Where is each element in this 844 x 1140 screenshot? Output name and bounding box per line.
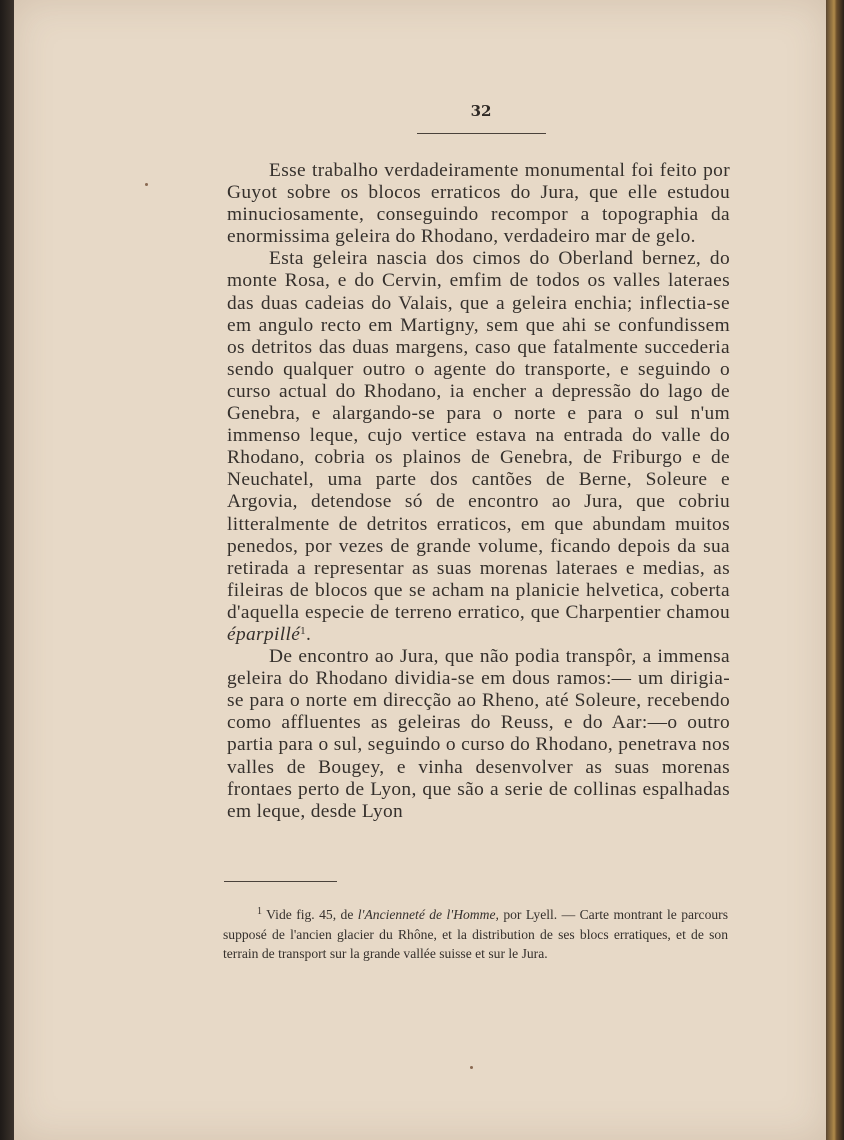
binding-edge-left xyxy=(0,0,14,1140)
paragraph-1-text: Esse trabalho verdadeiramente monumental foi feito por Guyot sobre os blocos erraticos do Jura, que elle estudou minuciosamente, conseguindo recompor a topographia da enormissima geleira do Rhodano, verdadeiro mar de gelo. xyxy=(227,160,730,248)
main-text xyxy=(227,160,730,823)
italic-term: éparpillé xyxy=(227,623,301,645)
paragraph-2-end: . xyxy=(306,623,312,645)
footnote-marker: 1 xyxy=(257,906,262,917)
footnote-book-title: l'Ancienneté de l'Homme, xyxy=(357,907,499,922)
paragraph-3-text: De encontro ao Jura, que não podia transpôr, a immensa geleira do Rhodano dividia-se em dous ramos:— um dirigia-se para o norte em direcção ao Rheno, até Soleure, recebendo como affluentes as geleiras do Reuss, e do Aar:—o outro partia para o sul, seguindo o curso do Rhodano, penetrava nos valles de Bougey, e vinha desenvolver as suas morenas frontaes perto de Lyon, que são a serie de collinas espalhadas em leque, desde Lyon xyxy=(227,646,730,822)
paragraph-1 xyxy=(227,160,730,248)
page-number: 32 xyxy=(470,102,492,120)
paragraph-2-text: Esta geleira nascia dos cimos do Oberland bernez, do monte Rosa, e do Cervin, emfim de todos os valles lateraes das duas cadeias do Valais, que a geleira enchia; inflectia-se em angulo recto em Martigny, sem que ahi se confundissem os detritos das duas margens, caso que fatalmente succederia sendo qualquer outro o agente do transporte, e seguindo o curso actual do Rhodano, ia encher a depressão do lago de Genebra, e alargando-se para o norte e para o sul n'um immenso leque, cujo vertice estava na entrada do valle do Rhodano, cobria os plainos de Genebra, de Friburgo e de Neuchatel, uma parte dos cantões de Berne, Soleure e Argovia, detendose só de encontro ao Jura, que cobriu litteralmente de detritos erraticos, em que abundam muitos penedos, por vezes de grande volume, ficando depois da sua retirada a representar as suas morenas lateraes e medias, as fileiras de blocos que se acham na planicie helvetica, coberta d'aquella especie de terreno erratico, que Charpentier chamou xyxy=(227,248,730,623)
book-spine-edge xyxy=(826,0,844,1140)
paragraph-2 xyxy=(227,248,730,646)
footnote-text-2: por Lyell. — Carte montrant le parcours supposé de l'ancien glacier du Rhône, et la distribution de ses blocs erratiques, et de son terrain de transport sur la grande vallée suisse et sur le Jura. xyxy=(223,907,728,961)
header-rule xyxy=(417,133,546,134)
footnote-rule xyxy=(224,881,337,882)
paragraph-3 xyxy=(227,646,730,823)
paper-speck xyxy=(145,183,148,186)
paper-speck xyxy=(470,1066,473,1069)
footnote-text-1: Vide fig. 45, de xyxy=(266,907,354,922)
footnote-reference[interactable]: 1 xyxy=(300,624,307,637)
footnote xyxy=(223,905,728,964)
